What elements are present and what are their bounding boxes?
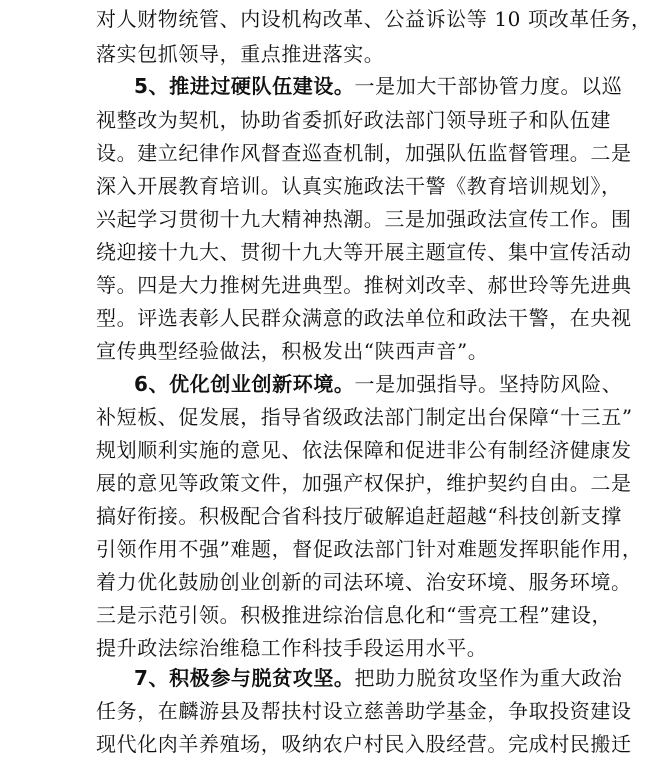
text-line: 展的意见等政策文件，加强产权保护，维护契约自由。二是 — [96, 471, 632, 495]
text-line: 搞好衔接。积极配合省科技厅破解追赶超越“科技创新支撑 — [96, 504, 622, 528]
section-heading-5: 5、推进过硬队伍建设。 — [134, 74, 355, 98]
text-line: 绕迎接十九大、贯彻十九大等开展主题宣传、集中宣传活动 — [96, 240, 632, 264]
section-heading-line: 5、推进过硬队伍建设。一是加大干部协管力度。以巡 — [134, 74, 623, 98]
text-line: 型。评选表彰人民群众满意的政法单位和政法干警，在央视 — [96, 306, 632, 330]
text-line: 对人财物统管、内设机构改革、公益诉讼等 10 项改革任务， — [96, 7, 652, 31]
text-line: 设。建立纪律作风督查巡查机制，加强队伍监督管理。二是 — [96, 141, 632, 165]
section-heading-6: 6、优化创业创新环境。 — [134, 372, 355, 396]
text-line: 引领作用不强”难题，督促政法部门针对难题发挥职能作用， — [96, 537, 643, 561]
section-heading-line: 7、积极参与脱贫攻坚。把助力脱贫攻坚作为重大政治 — [134, 666, 623, 690]
text-line: 落实包抓领导，重点推进落实。 — [96, 42, 385, 66]
text-line: 宣传典型经验做法，积极发出“陕西声音”。 — [96, 339, 489, 363]
text-line: 任务，在麟游县及帮扶村设立慈善助学基金，争取投资建设 — [96, 699, 632, 723]
text-line: 补短板、促发展，指导省级政法部门制定出台保障“十三五” — [96, 405, 633, 429]
text-line: 兴起学习贯彻十九大精神热潮。三是加强政法宣传工作。围 — [96, 207, 632, 231]
section-heading-line: 6、优化创业创新环境。一是加强指导。坚持防风险、 — [134, 372, 623, 396]
text-line: 等。四是大力推树先进典型。推树刘改幸、郝世玲等先进典 — [96, 273, 632, 297]
text-line: 深入开展教育培训。认真实施政法干警《教育培训规划》， — [96, 174, 622, 198]
text-line: 着力优化鼓励创业创新的司法环境、治安环境、服务环境。 — [96, 570, 632, 594]
text-line: 现代化肉羊养殖场，吸纳农户村民入股经营。完成村民搬迁 — [96, 732, 632, 756]
section-heading-7: 7、积极参与脱贫攻坚。 — [134, 666, 355, 690]
text-line: 视整改为契机，协助省委抓好政法部门领导班子和队伍建 — [96, 108, 611, 132]
text-line: 提升政法综治维稳工作科技手段运用水平。 — [96, 636, 488, 660]
text-line: 规划顺利实施的意见、依法保障和促进非公有制经济健康发 — [96, 438, 632, 462]
text-line: 三是示范引领。积极推进综治信息化和“雪亮工程”建设， — [96, 603, 613, 627]
